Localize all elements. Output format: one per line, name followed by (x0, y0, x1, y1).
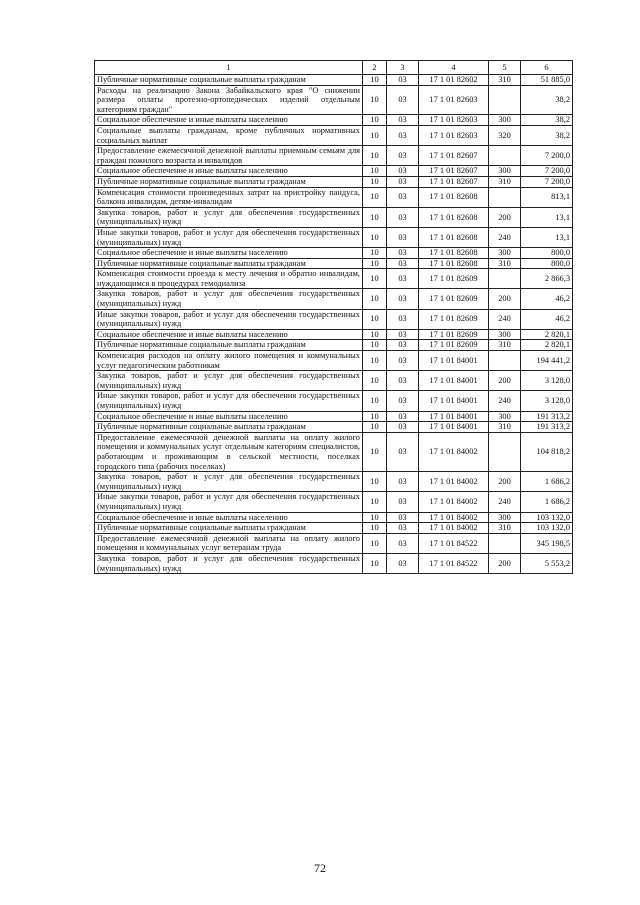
cell-section: 10 (363, 166, 387, 177)
cell-subsection: 03 (387, 411, 419, 422)
cell-expense-type: 300 (489, 248, 521, 259)
cell-section: 10 (363, 533, 387, 553)
cell-section: 10 (363, 391, 387, 411)
cell-subsection: 03 (387, 176, 419, 187)
cell-target-article: 17 1 01 82608 (419, 248, 489, 259)
cell-section: 10 (363, 553, 387, 573)
cell-target-article: 17 1 01 82608 (419, 207, 489, 227)
table-row (95, 351, 573, 371)
cell-expense-type (489, 187, 521, 207)
cell-expense-type: 200 (489, 289, 521, 309)
table-body (95, 75, 573, 574)
cell-subsection: 03 (387, 125, 419, 145)
cell-subsection: 03 (387, 269, 419, 289)
cell-expense-type (489, 432, 521, 471)
cell-amount: 345 198,5 (521, 533, 573, 553)
cell-amount: 104 818,2 (521, 432, 573, 471)
table-row (95, 371, 573, 391)
cell-target-article: 17 1 01 82608 (419, 258, 489, 269)
cell-expense-type: 310 (489, 258, 521, 269)
cell-amount: 38,2 (521, 115, 573, 126)
header-cell-5: 5 (489, 61, 521, 75)
cell-target-article: 17 1 01 84001 (419, 351, 489, 371)
cell-section: 10 (363, 371, 387, 391)
cell-target-article: 17 1 01 82607 (419, 166, 489, 177)
cell-subsection: 03 (387, 553, 419, 573)
cell-expense-type: 300 (489, 115, 521, 126)
cell-section: 10 (363, 248, 387, 259)
cell-expense-type: 310 (489, 176, 521, 187)
cell-name: Социальное обеспечение и иные выплаты населению (95, 411, 363, 422)
cell-subsection: 03 (387, 227, 419, 247)
page-number: 72 (314, 861, 326, 875)
cell-expense-type: 300 (489, 512, 521, 523)
cell-amount: 103 132,0 (521, 512, 573, 523)
cell-amount: 2 820,1 (521, 329, 573, 340)
cell-subsection: 03 (387, 258, 419, 269)
cell-target-article: 17 1 01 82608 (419, 227, 489, 247)
cell-subsection: 03 (387, 146, 419, 166)
cell-target-article: 17 1 01 84002 (419, 512, 489, 523)
table-row (95, 258, 573, 269)
cell-expense-type: 200 (489, 207, 521, 227)
cell-amount: 51 885,0 (521, 75, 573, 86)
cell-target-article: 17 1 01 82609 (419, 289, 489, 309)
cell-expense-type: 240 (489, 309, 521, 329)
cell-subsection: 03 (387, 166, 419, 177)
table-row (95, 269, 573, 289)
cell-name: Социальное обеспечение и иные выплаты населению (95, 329, 363, 340)
cell-name: Публичные нормативные социальные выплаты гражданам (95, 258, 363, 269)
cell-section: 10 (363, 176, 387, 187)
table-row (95, 523, 573, 534)
table-row (95, 329, 573, 340)
cell-name: Предоставление ежемесячной денежной выплаты приемным семьям для граждан пожилого возраста и инвалидов (95, 146, 363, 166)
table-row (95, 340, 573, 351)
cell-section: 10 (363, 289, 387, 309)
cell-target-article: 17 1 01 84522 (419, 533, 489, 553)
cell-target-article: 17 1 01 84002 (419, 492, 489, 512)
cell-section: 10 (363, 146, 387, 166)
cell-name: Закупка товаров, работ и услуг для обеспечения государственных (муниципальных) нужд (95, 289, 363, 309)
cell-name: Закупка товаров, работ и услуг для обеспечения государственных (муниципальных) нужд (95, 553, 363, 573)
cell-name: Публичные нормативные социальные выплаты гражданам (95, 75, 363, 86)
cell-expense-type: 300 (489, 411, 521, 422)
cell-amount: 7 200,0 (521, 146, 573, 166)
table-row (95, 75, 573, 86)
cell-name: Иные закупки товаров, работ и услуг для обеспечения государственных (муниципальных) нужд (95, 492, 363, 512)
cell-subsection: 03 (387, 309, 419, 329)
cell-amount: 13,1 (521, 207, 573, 227)
cell-name: Компенсация стоимости проезда к месту лечения и обратно инвалидам, нуждающимся в процедурах гемодиализа (95, 269, 363, 289)
cell-name: Предоставление ежемесячной денежной выплаты на оплату жилого помещения и коммунальных услуг отдельным категориям специалистов, работающим и проживающим в сельской местности, поселках городского типа (рабочих поселках) (95, 432, 363, 471)
cell-amount: 3 128,0 (521, 391, 573, 411)
cell-expense-type: 310 (489, 75, 521, 86)
cell-target-article: 17 1 01 82609 (419, 269, 489, 289)
cell-amount: 7 200,0 (521, 166, 573, 177)
cell-target-article: 17 1 01 84001 (419, 422, 489, 433)
cell-section: 10 (363, 269, 387, 289)
cell-subsection: 03 (387, 472, 419, 492)
table-row (95, 472, 573, 492)
cell-amount: 5 553,2 (521, 553, 573, 573)
cell-name: Публичные нормативные социальные выплаты гражданам (95, 523, 363, 534)
cell-target-article: 17 1 01 82602 (419, 75, 489, 86)
cell-expense-type: 300 (489, 329, 521, 340)
table-row (95, 248, 573, 259)
cell-name: Компенсация стоимости произведенных затрат на пристройку пандуса, балкона инвалидам, детям-инвалидам (95, 187, 363, 207)
cell-subsection: 03 (387, 422, 419, 433)
cell-target-article: 17 1 01 82609 (419, 309, 489, 329)
cell-expense-type (489, 351, 521, 371)
cell-target-article: 17 1 01 82607 (419, 176, 489, 187)
cell-subsection: 03 (387, 523, 419, 534)
cell-target-article: 17 1 01 82609 (419, 329, 489, 340)
table-row (95, 166, 573, 177)
cell-name: Социальные выплаты гражданам, кроме публичных нормативных социальных выплат (95, 125, 363, 145)
cell-expense-type: 300 (489, 166, 521, 177)
cell-subsection: 03 (387, 492, 419, 512)
cell-expense-type (489, 533, 521, 553)
cell-section: 10 (363, 340, 387, 351)
cell-expense-type: 310 (489, 523, 521, 534)
cell-expense-type (489, 269, 521, 289)
cell-target-article: 17 1 01 84002 (419, 523, 489, 534)
cell-expense-type: 240 (489, 391, 521, 411)
cell-name: Иные закупки товаров, работ и услуг для обеспечения государственных (муниципальных) нужд (95, 391, 363, 411)
table-row (95, 512, 573, 523)
cell-expense-type: 310 (489, 340, 521, 351)
header-cell-1: 1 (95, 61, 363, 75)
cell-amount: 191 313,2 (521, 422, 573, 433)
cell-subsection: 03 (387, 391, 419, 411)
cell-name: Иные закупки товаров, работ и услуг для обеспечения государственных (муниципальных) нужд (95, 227, 363, 247)
cell-subsection: 03 (387, 329, 419, 340)
cell-section: 10 (363, 75, 387, 86)
cell-section: 10 (363, 258, 387, 269)
cell-name: Публичные нормативные социальные выплаты гражданам (95, 176, 363, 187)
cell-section: 10 (363, 411, 387, 422)
table-row (95, 391, 573, 411)
cell-subsection: 03 (387, 207, 419, 227)
table-row (95, 146, 573, 166)
cell-subsection: 03 (387, 351, 419, 371)
cell-name: Публичные нормативные социальные выплаты гражданам (95, 340, 363, 351)
table-row (95, 115, 573, 126)
cell-target-article: 17 1 01 82609 (419, 340, 489, 351)
cell-subsection: 03 (387, 432, 419, 471)
cell-section: 10 (363, 422, 387, 433)
cell-amount: 194 441,2 (521, 351, 573, 371)
cell-amount: 191 313,2 (521, 411, 573, 422)
cell-name: Предоставление ежемесячной денежной выплаты на оплату жилого помещения и коммунальных услуг ветеранам труда (95, 533, 363, 553)
table-row (95, 289, 573, 309)
cell-target-article: 17 1 01 84002 (419, 472, 489, 492)
table-row (95, 411, 573, 422)
cell-amount: 38,2 (521, 125, 573, 145)
cell-target-article: 17 1 01 84001 (419, 411, 489, 422)
cell-section: 10 (363, 432, 387, 471)
cell-expense-type: 310 (489, 422, 521, 433)
cell-expense-type: 200 (489, 371, 521, 391)
table-row (95, 492, 573, 512)
cell-name: Расходы на реализацию Закона Забайкальского края "О снижении размера оплаты протезно-ортопедических изделий отдельным категориям граждан" (95, 85, 363, 115)
cell-amount: 46,2 (521, 289, 573, 309)
cell-section: 10 (363, 523, 387, 534)
cell-name: Социальное обеспечение и иные выплаты населению (95, 512, 363, 523)
header-cell-6: 6 (521, 61, 573, 75)
cell-section: 10 (363, 492, 387, 512)
cell-target-article: 17 1 01 82603 (419, 115, 489, 126)
cell-subsection: 03 (387, 289, 419, 309)
cell-subsection: 03 (387, 85, 419, 115)
cell-subsection: 03 (387, 115, 419, 126)
cell-subsection: 03 (387, 187, 419, 207)
cell-target-article: 17 1 01 82603 (419, 125, 489, 145)
table-row (95, 533, 573, 553)
cell-name: Закупка товаров, работ и услуг для обеспечения государственных (муниципальных) нужд (95, 371, 363, 391)
cell-name: Социальное обеспечение и иные выплаты населению (95, 115, 363, 126)
cell-amount: 103 132,0 (521, 523, 573, 534)
cell-target-article: 17 1 01 84002 (419, 432, 489, 471)
table-row (95, 176, 573, 187)
cell-section: 10 (363, 329, 387, 340)
table-header-row (95, 61, 573, 75)
table-row (95, 422, 573, 433)
header-cell-3: 3 (387, 61, 419, 75)
cell-subsection: 03 (387, 512, 419, 523)
table-row (95, 432, 573, 471)
cell-target-article: 17 1 01 82608 (419, 187, 489, 207)
cell-amount: 800,0 (521, 258, 573, 269)
cell-amount: 2 820,1 (521, 340, 573, 351)
cell-subsection: 03 (387, 248, 419, 259)
cell-name: Социальное обеспечение и иные выплаты населению (95, 166, 363, 177)
table-row (95, 125, 573, 145)
cell-expense-type (489, 146, 521, 166)
cell-amount: 800,0 (521, 248, 573, 259)
cell-amount: 38,2 (521, 85, 573, 115)
header-cell-4: 4 (419, 61, 489, 75)
cell-section: 10 (363, 472, 387, 492)
cell-target-article: 17 1 01 82603 (419, 85, 489, 115)
cell-section: 10 (363, 227, 387, 247)
cell-expense-type: 240 (489, 492, 521, 512)
cell-amount: 1 686,2 (521, 492, 573, 512)
cell-amount: 813,1 (521, 187, 573, 207)
cell-amount: 1 686,2 (521, 472, 573, 492)
cell-name: Компенсация расходов на оплату жилого помещения и коммунальных услуг педагогическим работникам (95, 351, 363, 371)
cell-section: 10 (363, 207, 387, 227)
cell-target-article: 17 1 01 84001 (419, 371, 489, 391)
cell-section: 10 (363, 125, 387, 145)
header-cell-2: 2 (363, 61, 387, 75)
cell-target-article: 17 1 01 84001 (419, 391, 489, 411)
cell-subsection: 03 (387, 371, 419, 391)
cell-name: Закупка товаров, работ и услуг для обеспечения государственных (муниципальных) нужд (95, 472, 363, 492)
budget-table (94, 60, 573, 574)
table-row (95, 309, 573, 329)
table-row (95, 187, 573, 207)
cell-name: Иные закупки товаров, работ и услуг для обеспечения государственных (муниципальных) нужд (95, 309, 363, 329)
cell-section: 10 (363, 309, 387, 329)
cell-name: Закупка товаров, работ и услуг для обеспечения государственных (муниципальных) нужд (95, 207, 363, 227)
cell-expense-type: 200 (489, 472, 521, 492)
cell-expense-type: 240 (489, 227, 521, 247)
cell-section: 10 (363, 85, 387, 115)
cell-target-article: 17 1 01 84522 (419, 553, 489, 573)
table-row (95, 85, 573, 115)
table-row (95, 227, 573, 247)
cell-subsection: 03 (387, 340, 419, 351)
cell-amount: 46,2 (521, 309, 573, 329)
cell-section: 10 (363, 351, 387, 371)
cell-name: Публичные нормативные социальные выплаты гражданам (95, 422, 363, 433)
cell-subsection: 03 (387, 533, 419, 553)
cell-target-article: 17 1 01 82607 (419, 146, 489, 166)
cell-amount: 13,1 (521, 227, 573, 247)
cell-section: 10 (363, 512, 387, 523)
cell-amount: 2 866,3 (521, 269, 573, 289)
cell-name: Социальное обеспечение и иные выплаты населению (95, 248, 363, 259)
cell-expense-type (489, 85, 521, 115)
table-row (95, 553, 573, 573)
cell-subsection: 03 (387, 75, 419, 86)
cell-section: 10 (363, 187, 387, 207)
cell-expense-type: 200 (489, 553, 521, 573)
cell-section: 10 (363, 115, 387, 126)
cell-amount: 7 200,0 (521, 176, 573, 187)
cell-amount: 3 128,0 (521, 371, 573, 391)
table-row (95, 207, 573, 227)
cell-expense-type: 320 (489, 125, 521, 145)
